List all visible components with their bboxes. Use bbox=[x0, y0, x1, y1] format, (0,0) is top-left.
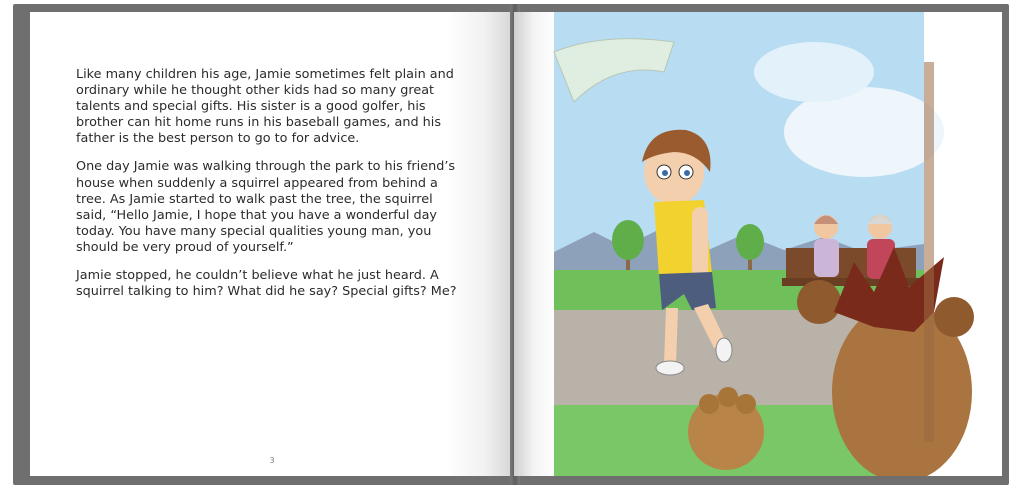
story-paragraph-2: One day Jamie was walking through the park to his friend’s house when suddenly a squirrel appeared from behind a tree. As Jamie started to walk past the tree, the squirrel said, “Hello Jamie, I hope that you have a wonderful day today. You have many special qualities young man, you should be very proud of yourself.” bbox=[76, 159, 456, 255]
story-paragraph-3: Jamie stopped, he couldn’t believe what he just heard. A squirrel talking to him? What did he say? Special gifts? Me? bbox=[76, 268, 457, 300]
right-page bbox=[514, 12, 1002, 476]
squirrel-toe bbox=[699, 394, 719, 414]
tree-foliage bbox=[612, 220, 644, 260]
jamie-leg bbox=[664, 308, 678, 364]
tree-foliage bbox=[736, 224, 764, 260]
jamie-pupil bbox=[684, 170, 690, 176]
story-text bbox=[76, 67, 476, 312]
page-number: 3 bbox=[269, 456, 275, 465]
squirrel-ear bbox=[797, 280, 841, 324]
jamie-pupil bbox=[662, 170, 668, 176]
cloud bbox=[754, 42, 874, 102]
jamie-shoe bbox=[656, 361, 684, 375]
squirrel-ear bbox=[934, 297, 974, 337]
story-paragraph-1: Like many children his age, Jamie sometimes felt plain and ordinary while he thought other kids had so many great talents and special gifts. His sister is a good golfer, his brother can hit home runs in his baseball games, and his father is the best person to go to for advice. bbox=[76, 67, 454, 147]
tree-trunk-right bbox=[924, 62, 934, 442]
squirrel-toe bbox=[718, 387, 738, 407]
jamie-shoe bbox=[716, 338, 732, 362]
jamie-arm bbox=[692, 207, 708, 277]
left-page bbox=[30, 12, 514, 476]
squirrel-toe bbox=[736, 394, 756, 414]
grandmother-body bbox=[814, 239, 839, 277]
park-illustration bbox=[514, 12, 1002, 476]
